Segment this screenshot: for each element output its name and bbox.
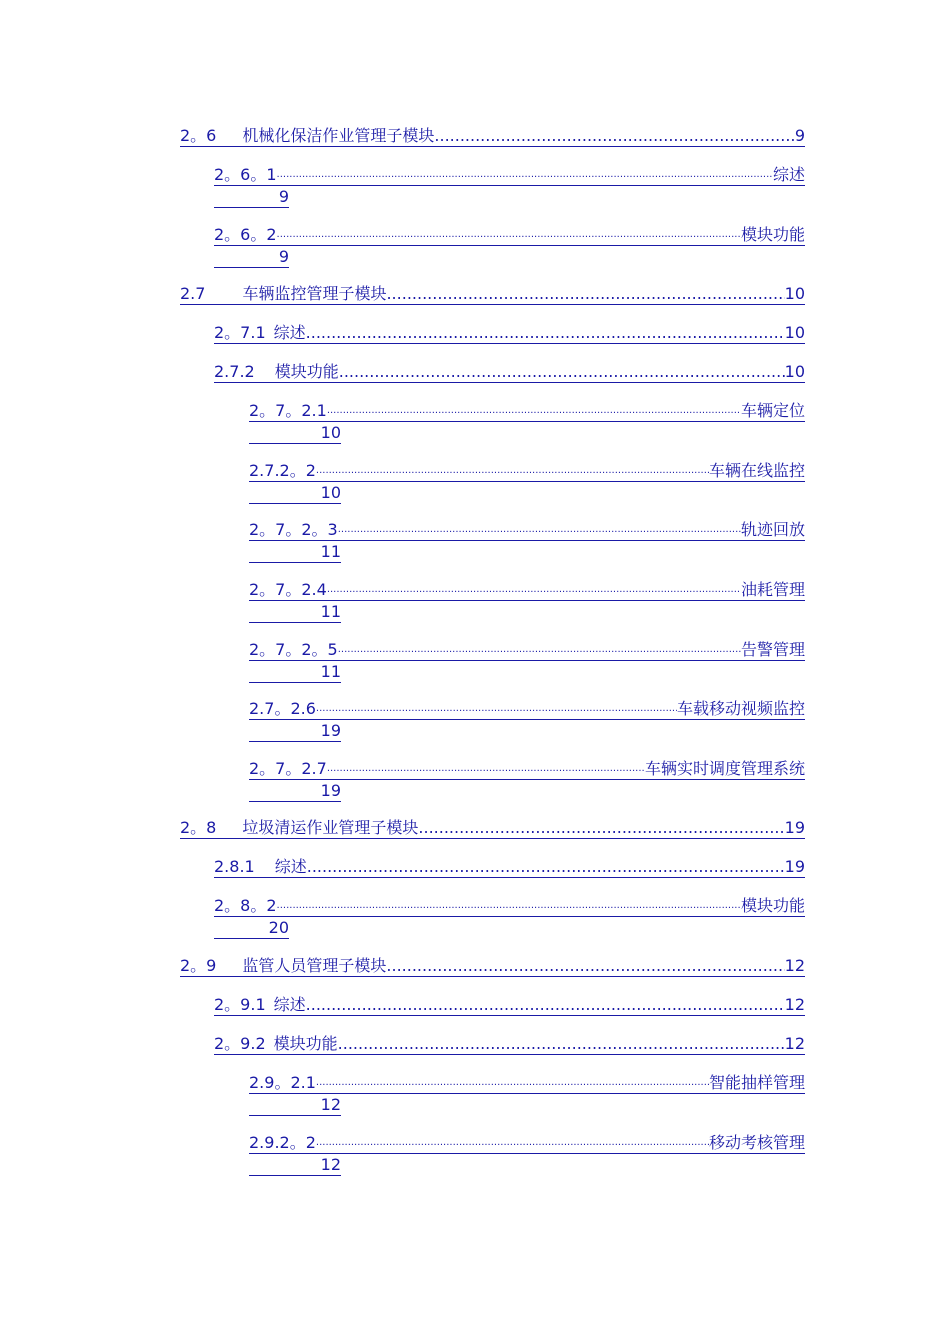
toc-leader bbox=[339, 362, 785, 382]
toc-page: 19 bbox=[249, 720, 341, 742]
toc-entry-2-7-2[interactable] bbox=[214, 362, 805, 383]
toc-number: 2。7。2.1 bbox=[249, 401, 327, 420]
toc-number: 2.8.1 bbox=[214, 857, 255, 876]
toc-leader bbox=[418, 818, 784, 838]
toc-number: 2.9。2.1 bbox=[249, 1073, 316, 1092]
toc-entry-2-8[interactable] bbox=[180, 818, 805, 839]
toc-title: 油耗管理 bbox=[740, 580, 805, 599]
toc-leader bbox=[386, 284, 784, 304]
toc-line bbox=[249, 759, 805, 780]
toc-title: 综述 bbox=[274, 857, 307, 876]
toc-title: 综述 bbox=[273, 995, 306, 1014]
toc-page: 9 bbox=[214, 246, 289, 268]
toc-line bbox=[249, 401, 805, 422]
toc-entry-2-6-2[interactable] bbox=[214, 225, 805, 268]
toc-title: 模块功能 bbox=[740, 225, 805, 244]
toc-leader bbox=[327, 756, 645, 779]
toc-line bbox=[214, 165, 805, 186]
toc-number: 2。8。2 bbox=[214, 896, 277, 915]
toc-number: 2。6。2 bbox=[214, 225, 277, 244]
toc-leader bbox=[307, 857, 785, 877]
toc-title: 智能抽样管理 bbox=[708, 1073, 805, 1092]
toc-title: 车载移动视频监控 bbox=[676, 699, 805, 718]
toc-line bbox=[214, 857, 805, 878]
toc-line bbox=[214, 362, 805, 383]
toc-title: 模块功能 bbox=[274, 362, 339, 381]
toc-leader bbox=[306, 995, 785, 1015]
toc-title: 监管人员管理子模块 bbox=[242, 956, 387, 975]
toc-entry-2-7-2-7[interactable] bbox=[249, 759, 805, 802]
toc-line bbox=[214, 323, 805, 344]
toc-title: 模块功能 bbox=[740, 896, 805, 915]
toc-page: 10 bbox=[249, 422, 341, 444]
toc-title: 移动考核管理 bbox=[708, 1133, 805, 1152]
toc-line bbox=[249, 640, 805, 661]
toc-page: 12 bbox=[249, 1094, 341, 1116]
toc-page: 9 bbox=[214, 186, 289, 208]
toc-line bbox=[249, 1133, 805, 1154]
toc-number: 2。9.2 bbox=[214, 1034, 266, 1053]
toc-title: 模块功能 bbox=[273, 1034, 338, 1053]
toc-page: 9 bbox=[794, 126, 805, 145]
toc-leader bbox=[306, 323, 785, 343]
toc-page: 20 bbox=[214, 917, 289, 939]
toc-number: 2。8 bbox=[180, 818, 217, 837]
toc-entry-2-9-2[interactable] bbox=[214, 1034, 805, 1055]
toc-number: 2。7。2.7 bbox=[249, 759, 327, 778]
toc-number: 2。9.1 bbox=[214, 995, 266, 1014]
toc-line bbox=[249, 580, 805, 601]
toc-page: 19 bbox=[249, 780, 341, 802]
toc-page: 11 bbox=[249, 601, 341, 623]
toc-page: 12 bbox=[249, 1154, 341, 1176]
toc-line bbox=[214, 225, 805, 246]
toc-page: 12 bbox=[784, 956, 805, 975]
toc-line bbox=[214, 995, 805, 1016]
toc-page: 11 bbox=[249, 541, 341, 563]
toc-entry-2-8-2[interactable] bbox=[214, 896, 805, 939]
toc-page: 12 bbox=[784, 1034, 805, 1053]
toc-entry-2-6-1[interactable] bbox=[214, 165, 805, 208]
toc-leader bbox=[316, 696, 677, 719]
toc-page: 10 bbox=[249, 482, 341, 504]
toc-leader bbox=[338, 637, 741, 660]
toc-number: 2。6。1 bbox=[214, 165, 277, 184]
toc-line bbox=[249, 699, 805, 720]
toc-number: 2.7。2.6 bbox=[249, 699, 316, 718]
toc-entry-2-9-1[interactable] bbox=[214, 995, 805, 1016]
toc-entry-2-7-2-2[interactable] bbox=[249, 461, 805, 504]
toc-title: 综述 bbox=[273, 323, 306, 342]
toc-number: 2.7.2 bbox=[214, 362, 255, 381]
toc-leader bbox=[316, 1130, 709, 1153]
toc-page: 10 bbox=[784, 284, 805, 303]
toc-entry-2-7-2-4[interactable] bbox=[249, 580, 805, 623]
toc-title: 综述 bbox=[772, 165, 805, 184]
toc-leader bbox=[338, 1034, 785, 1054]
toc-title: 车辆实时调度管理系统 bbox=[644, 759, 805, 778]
toc-line bbox=[214, 896, 805, 917]
toc-entry-2-7-2-3[interactable] bbox=[249, 520, 805, 563]
toc-leader bbox=[327, 398, 741, 421]
toc-number: 2。7。2。5 bbox=[249, 640, 338, 659]
toc-number: 2.7 bbox=[180, 284, 206, 303]
toc-leader bbox=[386, 956, 784, 976]
toc-page: 19 bbox=[784, 857, 805, 876]
toc-number: 2。9 bbox=[180, 956, 217, 975]
toc-entry-2-9-2-2[interactable] bbox=[249, 1133, 805, 1176]
toc-leader bbox=[277, 162, 773, 185]
toc-number: 2。6 bbox=[180, 126, 217, 145]
toc-leader bbox=[338, 517, 741, 540]
toc-entry-2-6[interactable] bbox=[180, 126, 805, 147]
toc-line bbox=[214, 1034, 805, 1055]
toc-leader bbox=[277, 222, 741, 245]
toc-entry-2-7-2-5[interactable] bbox=[249, 640, 805, 683]
toc-title: 轨迹回放 bbox=[740, 520, 805, 539]
toc-leader bbox=[327, 577, 741, 600]
toc-entry-2-9[interactable] bbox=[180, 956, 805, 977]
toc-entry-2-7-1[interactable] bbox=[214, 323, 805, 344]
toc-line bbox=[180, 956, 805, 977]
toc-title: 垃圾清运作业管理子模块 bbox=[242, 818, 419, 837]
toc-page: 11 bbox=[249, 661, 341, 683]
toc-line bbox=[180, 818, 805, 839]
toc-line bbox=[249, 1073, 805, 1094]
toc-page: 12 bbox=[784, 995, 805, 1014]
toc-entry-2-7-2-6[interactable] bbox=[249, 699, 805, 742]
toc-entry-2-9-2-1[interactable] bbox=[249, 1073, 805, 1116]
toc-line bbox=[249, 461, 805, 482]
toc-leader bbox=[316, 458, 709, 481]
toc-leader bbox=[316, 1070, 709, 1093]
toc-title: 告警管理 bbox=[740, 640, 805, 659]
toc-number: 2。7.1 bbox=[214, 323, 266, 342]
toc-number: 2。7。2。3 bbox=[249, 520, 338, 539]
toc-number: 2。7。2.4 bbox=[249, 580, 327, 599]
toc-page: 10 bbox=[784, 362, 805, 381]
toc-title: 车辆在线监控 bbox=[708, 461, 805, 480]
toc-leader bbox=[277, 893, 741, 916]
toc-title: 车辆监控管理子模块 bbox=[242, 284, 387, 303]
toc-line bbox=[180, 126, 805, 147]
toc-line bbox=[180, 284, 805, 305]
toc-number: 2.9.2。2 bbox=[249, 1133, 316, 1152]
toc-entry-2-7-2-1[interactable] bbox=[249, 401, 805, 444]
toc-page: 19 bbox=[784, 818, 805, 837]
toc-number: 2.7.2。2 bbox=[249, 461, 316, 480]
toc-title: 车辆定位 bbox=[740, 401, 805, 420]
toc-page: 10 bbox=[784, 323, 805, 342]
toc-entry-2-7[interactable] bbox=[180, 284, 805, 305]
toc-entry-2-8-1[interactable] bbox=[214, 857, 805, 878]
toc-title: 机械化保洁作业管理子模块 bbox=[242, 126, 435, 145]
toc-leader bbox=[434, 126, 794, 146]
toc-line bbox=[249, 520, 805, 541]
